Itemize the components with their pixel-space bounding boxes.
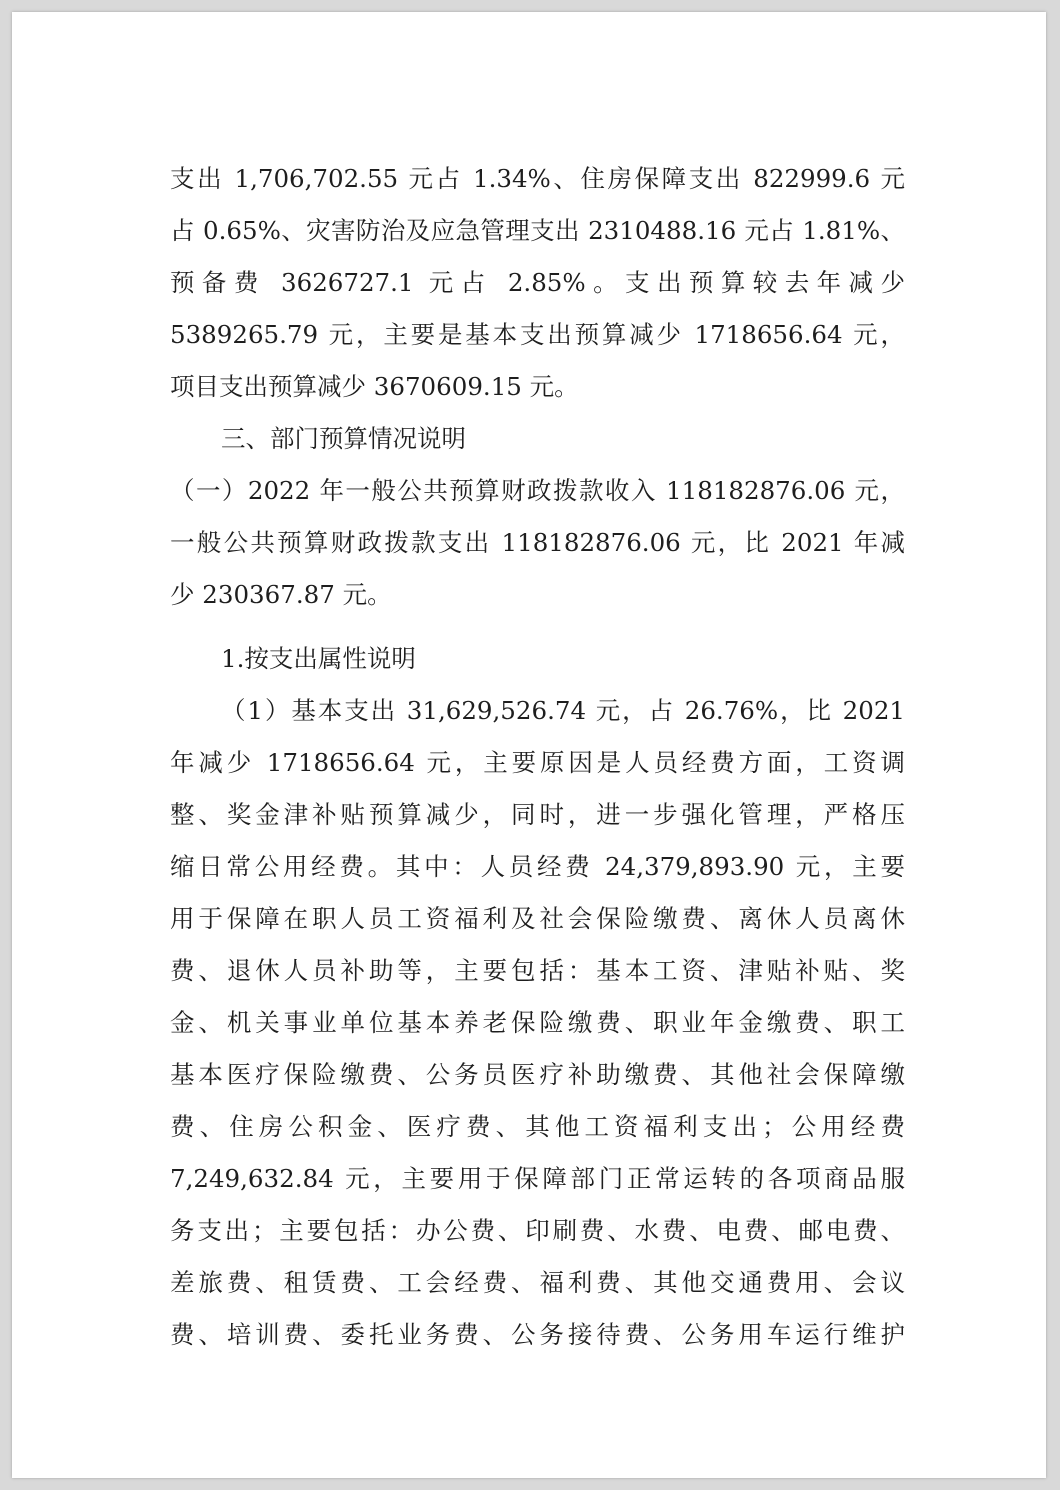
text-line: （一）2022 年一般公共预算财政拨款收入 118182876.06 元，: [170, 476, 905, 505]
text-line: 缩日常公用经费。其中：人员经费 24,379,893.90 元，主要: [170, 852, 905, 881]
text-line: 差旅费、租赁费、工会经费、福利费、其他交通费用、会议: [170, 1268, 905, 1297]
text-line: （1）基本支出 31,629,526.74 元，占 26.76%，比 2021: [221, 696, 905, 725]
text-line: 预备费 3626727.1 元占 2.85%。支出预算较去年减少: [170, 268, 905, 297]
text-line: 支出 1,706,702.55 元占 1.34%、住房保障支出 822999.6 元: [170, 164, 905, 193]
text-line: 一般公共预算财政拨款支出 118182876.06 元，比 2021 年减: [170, 528, 905, 557]
text-line: 用于保障在职人员工资福利及社会保险缴费、离休人员离休: [170, 904, 905, 933]
text-line: 费、退休人员补助等，主要包括：基本工资、津贴补贴、奖: [170, 956, 905, 985]
text-line: 金、机关事业单位基本养老保险缴费、职业年金缴费、职工: [170, 1008, 905, 1037]
text-line: 年减少 1718656.64 元，主要原因是人员经费方面，工资调: [170, 748, 905, 777]
text-line: 费、培训费、委托业务费、公务接待费、公务用车运行维护: [170, 1320, 905, 1349]
text-line: 7,249,632.84 元，主要用于保障部门正常运转的各项商品服: [170, 1164, 905, 1193]
text-line: 务支出；主要包括：办公费、印刷费、水费、电费、邮电费、: [170, 1216, 905, 1245]
section-heading: 三、部门预算情况说明: [221, 424, 466, 453]
subheading: 1.按支出属性说明: [221, 644, 416, 673]
text-line: 整、奖金津补贴预算减少，同时，进一步强化管理，严格压: [170, 800, 905, 829]
document-body: [170, 153, 905, 1361]
text-line: 基本医疗保险缴费、公务员医疗补助缴费、其他社会保障缴: [170, 1060, 905, 1089]
text-line: 费、住房公积金、医疗费、其他工资福利支出；公用经费: [170, 1112, 905, 1141]
text-line: 项目支出预算减少 3670609.15 元。: [170, 372, 579, 401]
text-line: 5389265.79 元，主要是基本支出预算减少 1718656.64 元，: [170, 320, 905, 349]
text-line: 占 0.65%、灾害防治及应急管理支出 2310488.16 元占 1.81%、: [170, 216, 905, 245]
text-line: 少 230367.87 元。: [170, 580, 392, 609]
document-page: [12, 12, 1046, 1478]
